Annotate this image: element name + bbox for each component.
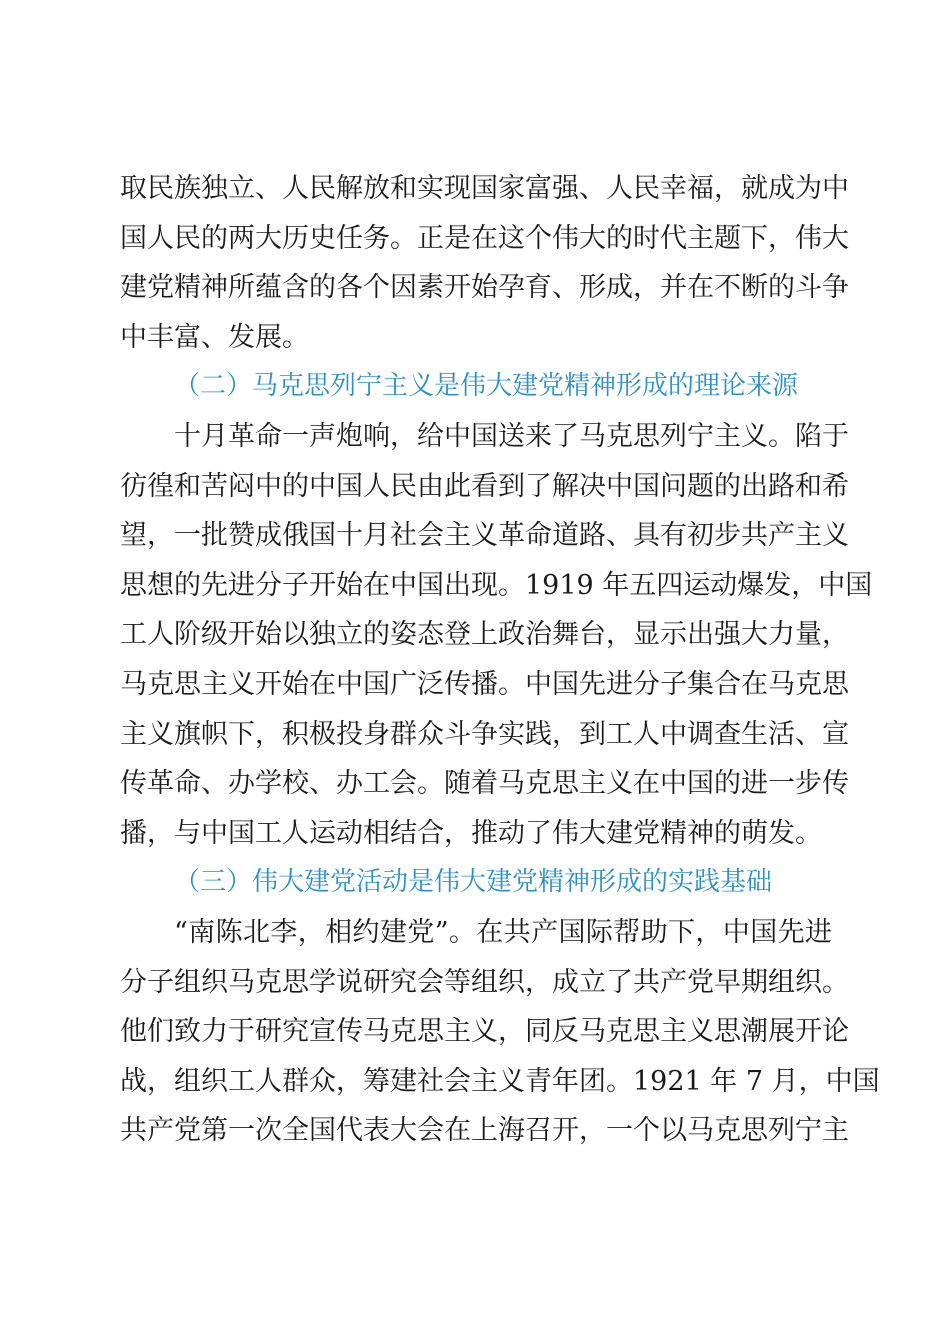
text-line: 思想的先进分子开始在中国出现。1919 年五四运动爆发，中国 <box>120 569 873 601</box>
text-line: 共产党第一次全国代表大会在上海召开，一个以马克思列宁主 <box>120 1115 849 1147</box>
text-line: 十月革命一声炮响，给中国送来了马克思列宁主义。陷于 <box>174 420 849 452</box>
text-line: 战，组织工人群众，筹建社会主义青年团。1921 年 7 月，中国 <box>120 1065 880 1097</box>
paragraph-2 <box>120 412 873 858</box>
text-line: 传革命、办学校、办工会。随着马克思主义在中国的进一步传 <box>120 768 849 800</box>
text-line: “南陈北李，相约建党”。在共产国际帮助下，中国先进 <box>174 916 832 948</box>
text-line: 播，与中国工人运动相结合，推动了伟大建党精神的萌发。 <box>120 817 822 849</box>
text-line: 他们致力于研究宣传马克思主义，同反马克思主义思潮展开论 <box>120 1016 849 1048</box>
text-line: 中丰富、发展。 <box>120 321 309 353</box>
section-heading-3: （三）伟大建党活动是伟大建党精神形成的实践基础 <box>174 867 773 898</box>
text-line: 彷徨和苦闷中的中国人民由此看到了解决中国问题的出路和希 <box>120 470 849 502</box>
text-line: 建党精神所蕴含的各个因素开始孕育、形成，并在不断的斗争 <box>120 272 849 304</box>
paragraph-3 <box>120 908 880 1156</box>
text-line: 取民族独立、人民解放和实现国家富强、人民幸福，就成为中 <box>120 173 849 204</box>
text-line: 望，一批赞成俄国十月社会主义革命道路、具有初步共产主义 <box>120 520 849 552</box>
text-line: 工人阶级开始以独立的姿态登上政治舞台，显示出强大力量， <box>120 619 849 651</box>
text-line: 主义旗帜下，积极投身群众斗争实践，到工人中调查生活、宣 <box>120 718 849 750</box>
document-page <box>120 164 880 1156</box>
text-line: 分子组织马克思学说研究会等组织，成立了共产党早期组织。 <box>120 966 849 998</box>
text-line: 国人民的两大历史任务。正是在这个伟大的时代主题下，伟大 <box>120 222 849 254</box>
section-heading-2: （二）马克思列宁主义是伟大建党精神形成的理论来源 <box>174 371 799 402</box>
text-line: 马克思主义开始在中国广泛传播。中国先进分子集合在马克思 <box>120 668 849 700</box>
paragraph-1 <box>120 164 849 362</box>
